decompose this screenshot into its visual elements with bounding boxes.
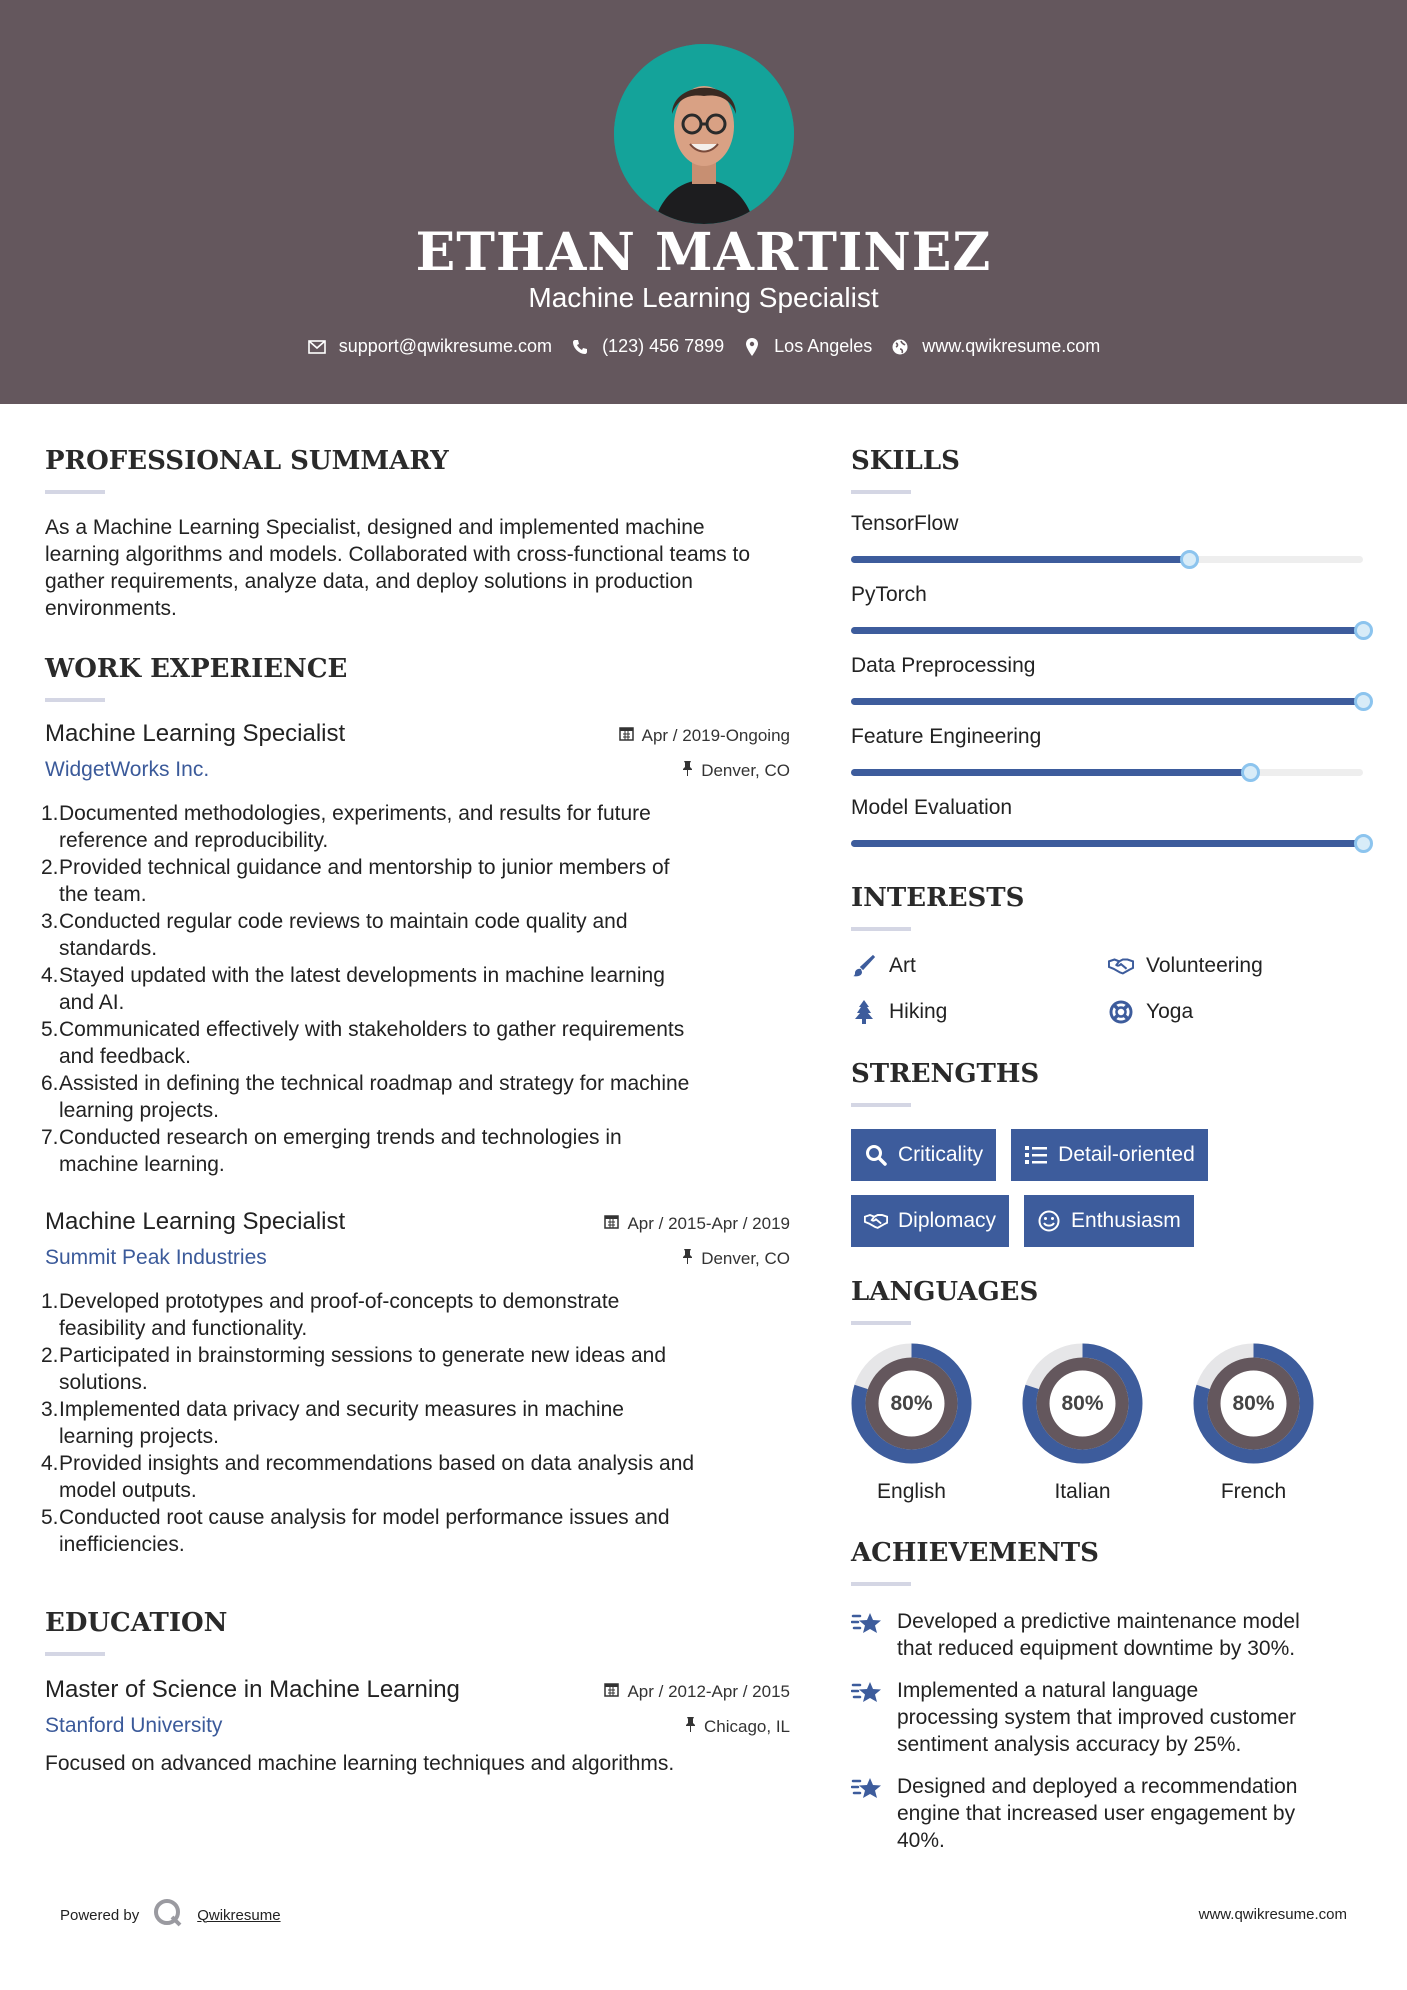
job-title: Machine Learning Specialist xyxy=(45,720,346,747)
bullet-line: solutions. xyxy=(59,1371,148,1394)
achievement-item xyxy=(851,1608,1366,1662)
skill-bar-knob xyxy=(1354,834,1373,853)
pin-icon xyxy=(685,1717,696,1737)
contact-website[interactable] xyxy=(890,336,1100,357)
language-item xyxy=(1022,1343,1143,1504)
bullet-line: Developed prototypes and proof-of-concepts to demonstrate xyxy=(59,1290,620,1313)
interest-item xyxy=(851,999,1108,1025)
bullet-line: Provided technical guidance and mentorship to junior members of xyxy=(59,856,670,879)
bullet-line: standards. xyxy=(59,937,158,960)
strength-label: Criticality xyxy=(898,1143,984,1166)
interests-heading: INTERESTS xyxy=(851,883,1025,913)
achievement-line: Developed a predictive maintenance model xyxy=(897,1610,1300,1633)
achievement-line: 40%. xyxy=(897,1829,945,1852)
candidate-title: Machine Learning Specialist xyxy=(528,282,879,313)
language-item xyxy=(1193,1343,1314,1504)
bullet-line: Conducted research on emerging trends and technologies in xyxy=(59,1126,622,1149)
envelope-icon xyxy=(307,337,327,357)
education-description: Focused on advanced machine learning techniques and algorithms. xyxy=(45,1752,675,1775)
bullet-line: and feedback. xyxy=(59,1045,191,1068)
trophy-star-icon xyxy=(851,1773,883,1805)
education-location xyxy=(685,1717,790,1737)
trophy-star-icon xyxy=(851,1677,883,1709)
trophy-star-icon xyxy=(851,1608,883,1640)
bullet-line: reference and reproducibility. xyxy=(59,829,329,852)
bullet-item xyxy=(41,962,790,1016)
section-divider xyxy=(45,698,105,702)
bullet-line: Conducted regular code reviews to maintain code quality and xyxy=(59,910,628,933)
language-list xyxy=(851,1343,1366,1504)
skill-name: Feature Engineering xyxy=(851,725,1042,748)
interest-label: Yoga xyxy=(1146,1000,1194,1023)
achievement-text xyxy=(897,1773,1297,1854)
brand-link[interactable]: Qwikresume xyxy=(197,1906,281,1924)
bullet-item xyxy=(41,1070,790,1124)
bullet-number: 1. xyxy=(41,1290,59,1313)
bullet-number: 4. xyxy=(41,964,59,987)
school-name[interactable]: Stanford University xyxy=(45,1714,223,1737)
bullet-text xyxy=(59,1124,622,1178)
education-date xyxy=(604,1682,790,1702)
job-title: Machine Learning Specialist xyxy=(45,1208,346,1235)
interests-section xyxy=(851,883,1366,1025)
company-name[interactable]: WidgetWorks Inc. xyxy=(45,758,210,781)
skill-item xyxy=(851,583,1366,634)
bullet-number: 1. xyxy=(41,802,59,825)
search-icon xyxy=(864,1143,888,1167)
section-divider xyxy=(851,1103,911,1107)
bullet-line: Conducted root cause analysis for model performance issues and xyxy=(59,1506,670,1529)
bullet-number: 5. xyxy=(41,1506,59,1529)
interest-list xyxy=(851,953,1366,1025)
achievement-line: sentiment analysis accuracy by 25%. xyxy=(897,1733,1242,1756)
bullet-line: model outputs. xyxy=(59,1479,197,1502)
job-header xyxy=(45,720,790,748)
achievement-list xyxy=(851,1608,1366,1854)
skill-bar-knob xyxy=(1354,692,1373,711)
footer-website[interactable]: www.qwikresume.com xyxy=(1198,1906,1347,1923)
language-percent: 80% xyxy=(1061,1391,1104,1415)
job-header xyxy=(45,1208,790,1236)
skill-name: Model Evaluation xyxy=(851,796,1013,819)
job-entry xyxy=(41,720,790,1178)
bullet-item xyxy=(41,908,790,962)
skill-bar-fill xyxy=(851,840,1363,847)
phone-text: (123) 456 7899 xyxy=(602,336,725,356)
paint-brush-icon xyxy=(851,953,877,979)
footer-powered-by xyxy=(60,1898,281,1932)
strengths-section xyxy=(851,1059,1366,1247)
contact-email[interactable] xyxy=(307,336,552,357)
map-pin-icon xyxy=(742,337,762,357)
bullet-line: Participated in brainstorming sessions to generate new ideas and xyxy=(59,1344,667,1367)
bullet-text xyxy=(59,1396,624,1450)
education-section xyxy=(45,1608,790,1777)
bullet-line: learning projects. xyxy=(59,1099,219,1122)
handshake-icon xyxy=(1108,953,1134,979)
skill-bar xyxy=(851,556,1363,563)
job-date xyxy=(604,1214,790,1234)
bullet-text xyxy=(59,962,665,1016)
education-date-text: Apr / 2012-Apr / 2015 xyxy=(627,1682,790,1701)
section-divider xyxy=(851,1321,911,1325)
interest-label: Art xyxy=(889,954,916,977)
bullet-text xyxy=(59,908,628,962)
bullet-number: 7. xyxy=(41,1126,59,1149)
bullet-line: Communicated effectively with stakeholders to gather requirements xyxy=(59,1018,685,1041)
skill-bar xyxy=(851,840,1363,847)
languages-heading: LANGUAGES xyxy=(851,1277,1039,1307)
left-column xyxy=(41,446,790,1777)
skill-list xyxy=(851,512,1366,847)
language-name: Italian xyxy=(1054,1480,1111,1503)
achievement-item xyxy=(851,1677,1366,1758)
section-divider xyxy=(45,490,105,494)
globe-icon xyxy=(890,337,910,357)
skills-heading: SKILLS xyxy=(851,446,960,476)
bullet-line: Stayed updated with the latest developments in machine learning xyxy=(59,964,665,987)
skill-bar-fill xyxy=(851,627,1363,634)
bullet-line: Implemented data privacy and security measures in machine xyxy=(59,1398,624,1421)
summary-heading: PROFESSIONAL SUMMARY xyxy=(45,446,449,476)
skills-section xyxy=(851,446,1366,847)
job-date-text: Apr / 2019-Ongoing xyxy=(641,726,790,745)
bullet-text xyxy=(59,1450,694,1504)
achievements-section xyxy=(851,1538,1366,1854)
strength-chip xyxy=(851,1129,996,1181)
skill-bar-knob xyxy=(1241,763,1260,782)
bullet-item xyxy=(41,1016,790,1070)
language-name: English xyxy=(877,1480,946,1503)
job-location-text: Denver, CO xyxy=(701,1249,790,1268)
summary-section xyxy=(45,446,790,622)
work-section xyxy=(41,654,790,1558)
education-heading: EDUCATION xyxy=(45,1608,228,1638)
education-entry xyxy=(45,1676,790,1777)
achievement-line: Implemented a natural language xyxy=(897,1679,1199,1702)
powered-by-text: Powered by xyxy=(60,1906,140,1924)
job-date xyxy=(619,726,790,746)
contact-phone[interactable] xyxy=(570,336,724,357)
skill-bar-knob xyxy=(1180,550,1199,569)
bullet-item xyxy=(41,1396,790,1450)
company-name[interactable]: Summit Peak Industries xyxy=(45,1246,267,1269)
skill-name: TensorFlow xyxy=(851,512,959,535)
bullet-item xyxy=(41,1504,790,1558)
strength-chip xyxy=(1024,1195,1194,1247)
skill-bar xyxy=(851,769,1363,776)
language-ring xyxy=(1193,1343,1314,1464)
summary-text: As a Machine Learning Specialist, designed and implemented machine learning algorithms and models. Collaborated with cross-functional teams to gather requirements, analyze data, and deploy solutions in production environments. xyxy=(45,516,751,620)
bullet-number: 4. xyxy=(41,1452,59,1475)
language-ring xyxy=(1022,1343,1143,1464)
bullet-text xyxy=(59,1342,666,1396)
section-divider xyxy=(851,490,911,494)
bullet-item xyxy=(41,800,790,854)
bullet-item xyxy=(41,1342,790,1396)
life-ring-icon xyxy=(1108,999,1134,1025)
achievements-heading: ACHIEVEMENTS xyxy=(851,1538,1099,1568)
language-percent: 80% xyxy=(890,1391,933,1415)
profile-photo xyxy=(614,44,794,224)
job-list xyxy=(41,720,790,1558)
bullet-number: 2. xyxy=(41,1344,59,1367)
pin-icon xyxy=(682,761,693,781)
bullet-line: machine learning. xyxy=(59,1153,225,1176)
bullet-text xyxy=(59,1016,684,1070)
interest-item xyxy=(851,953,1108,979)
bullet-item xyxy=(41,854,790,908)
candidate-name: ETHAN MARTINEZ xyxy=(415,222,992,283)
skill-bar-fill xyxy=(851,556,1189,563)
achievement-text xyxy=(897,1677,1296,1758)
interest-item xyxy=(1108,999,1365,1025)
list-icon xyxy=(1024,1143,1048,1167)
website-text: www.qwikresume.com xyxy=(922,336,1101,356)
skill-name: Data Preprocessing xyxy=(851,654,1036,677)
languages-section xyxy=(851,1277,1366,1504)
bullet-number: 5. xyxy=(41,1018,59,1041)
achievement-line: Designed and deployed a recommendation xyxy=(897,1775,1298,1798)
interest-label: Hiking xyxy=(889,1000,948,1023)
email-text: support@qwikresume.com xyxy=(338,336,553,356)
bullet-item xyxy=(41,1124,790,1178)
bullet-line: and AI. xyxy=(59,991,125,1014)
skill-bar xyxy=(851,698,1363,705)
bullet-line: learning projects. xyxy=(59,1425,219,1448)
strength-list xyxy=(851,1129,1366,1247)
resume-header xyxy=(0,0,1407,404)
bullet-number: 3. xyxy=(41,910,59,933)
strengths-heading: STRENGTHS xyxy=(851,1059,1040,1089)
phone-icon xyxy=(570,337,590,357)
handshake-icon xyxy=(864,1209,888,1233)
calendar-icon xyxy=(619,726,634,746)
education-location-text: Chicago, IL xyxy=(704,1717,790,1736)
tree-icon xyxy=(851,999,877,1025)
bullet-text xyxy=(59,1288,619,1342)
strength-chip xyxy=(851,1195,1009,1247)
interest-label: Volunteering xyxy=(1146,954,1263,977)
job-location xyxy=(682,761,790,781)
skill-bar-knob xyxy=(1354,621,1373,640)
job-subheader xyxy=(45,1246,790,1270)
job-date-text: Apr / 2015-Apr / 2019 xyxy=(627,1214,790,1233)
bullet-text xyxy=(59,1070,689,1124)
bullet-text xyxy=(59,800,651,854)
section-divider xyxy=(851,1582,911,1586)
skill-name: PyTorch xyxy=(851,583,927,606)
language-percent: 80% xyxy=(1232,1391,1275,1415)
skill-item xyxy=(851,796,1366,847)
strength-chip xyxy=(1011,1129,1208,1181)
job-subheader xyxy=(45,758,790,782)
achievement-line: engine that increased user engagement by xyxy=(897,1802,1296,1825)
skill-item xyxy=(851,725,1366,776)
achievement-item xyxy=(851,1773,1366,1854)
section-divider xyxy=(45,1652,105,1656)
skill-bar-fill xyxy=(851,698,1363,705)
calendar-icon xyxy=(604,1682,619,1702)
degree-title: Master of Science in Machine Learning xyxy=(45,1676,460,1703)
skill-bar xyxy=(851,627,1363,634)
bullet-line: Documented methodologies, experiments, and results for future xyxy=(59,802,651,825)
job-location-text: Denver, CO xyxy=(701,761,790,780)
skill-item xyxy=(851,654,1366,705)
language-name: French xyxy=(1220,1480,1287,1503)
job-bullets xyxy=(41,1288,790,1558)
achievement-text xyxy=(897,1608,1300,1662)
work-heading: WORK EXPERIENCE xyxy=(45,654,348,684)
achievement-line: that reduced equipment downtime by 30%. xyxy=(897,1637,1296,1660)
job-entry xyxy=(41,1208,790,1558)
strength-label: Diplomacy xyxy=(898,1209,997,1232)
bullet-item xyxy=(41,1450,790,1504)
bullet-item xyxy=(41,1288,790,1342)
bullet-number: 6. xyxy=(41,1072,59,1095)
job-bullets xyxy=(41,800,790,1178)
bullet-line: feasibility and functionality. xyxy=(59,1317,308,1340)
pin-icon xyxy=(682,1249,693,1269)
location-text: Los Angeles xyxy=(774,336,873,356)
qwikresume-logo-icon xyxy=(153,1898,183,1932)
achievement-line: processing system that improved customer xyxy=(897,1706,1297,1729)
strength-label: Detail-oriented xyxy=(1058,1143,1195,1166)
right-column xyxy=(851,446,1366,1869)
skill-bar-fill xyxy=(851,769,1250,776)
section-divider xyxy=(851,927,911,931)
contact-bar xyxy=(0,336,1407,357)
bullet-text xyxy=(59,1504,670,1558)
language-ring xyxy=(851,1343,972,1464)
bullet-number: 2. xyxy=(41,856,59,879)
bullet-line: Provided insights and recommendations based on data analysis and xyxy=(59,1452,695,1475)
contact-location xyxy=(742,336,872,357)
bullet-line: Assisted in defining the technical roadmap and strategy for machine xyxy=(59,1072,690,1095)
bullet-line: inefficiencies. xyxy=(59,1533,185,1556)
bullet-line: the team. xyxy=(59,883,147,906)
job-location xyxy=(682,1249,790,1269)
interest-item xyxy=(1108,953,1365,979)
calendar-icon xyxy=(604,1214,619,1234)
strength-label: Enthusiasm xyxy=(1071,1209,1181,1232)
language-item xyxy=(851,1343,972,1504)
skill-item xyxy=(851,512,1366,563)
smile-icon xyxy=(1037,1209,1061,1233)
bullet-number: 3. xyxy=(41,1398,59,1421)
bullet-text xyxy=(59,854,670,908)
